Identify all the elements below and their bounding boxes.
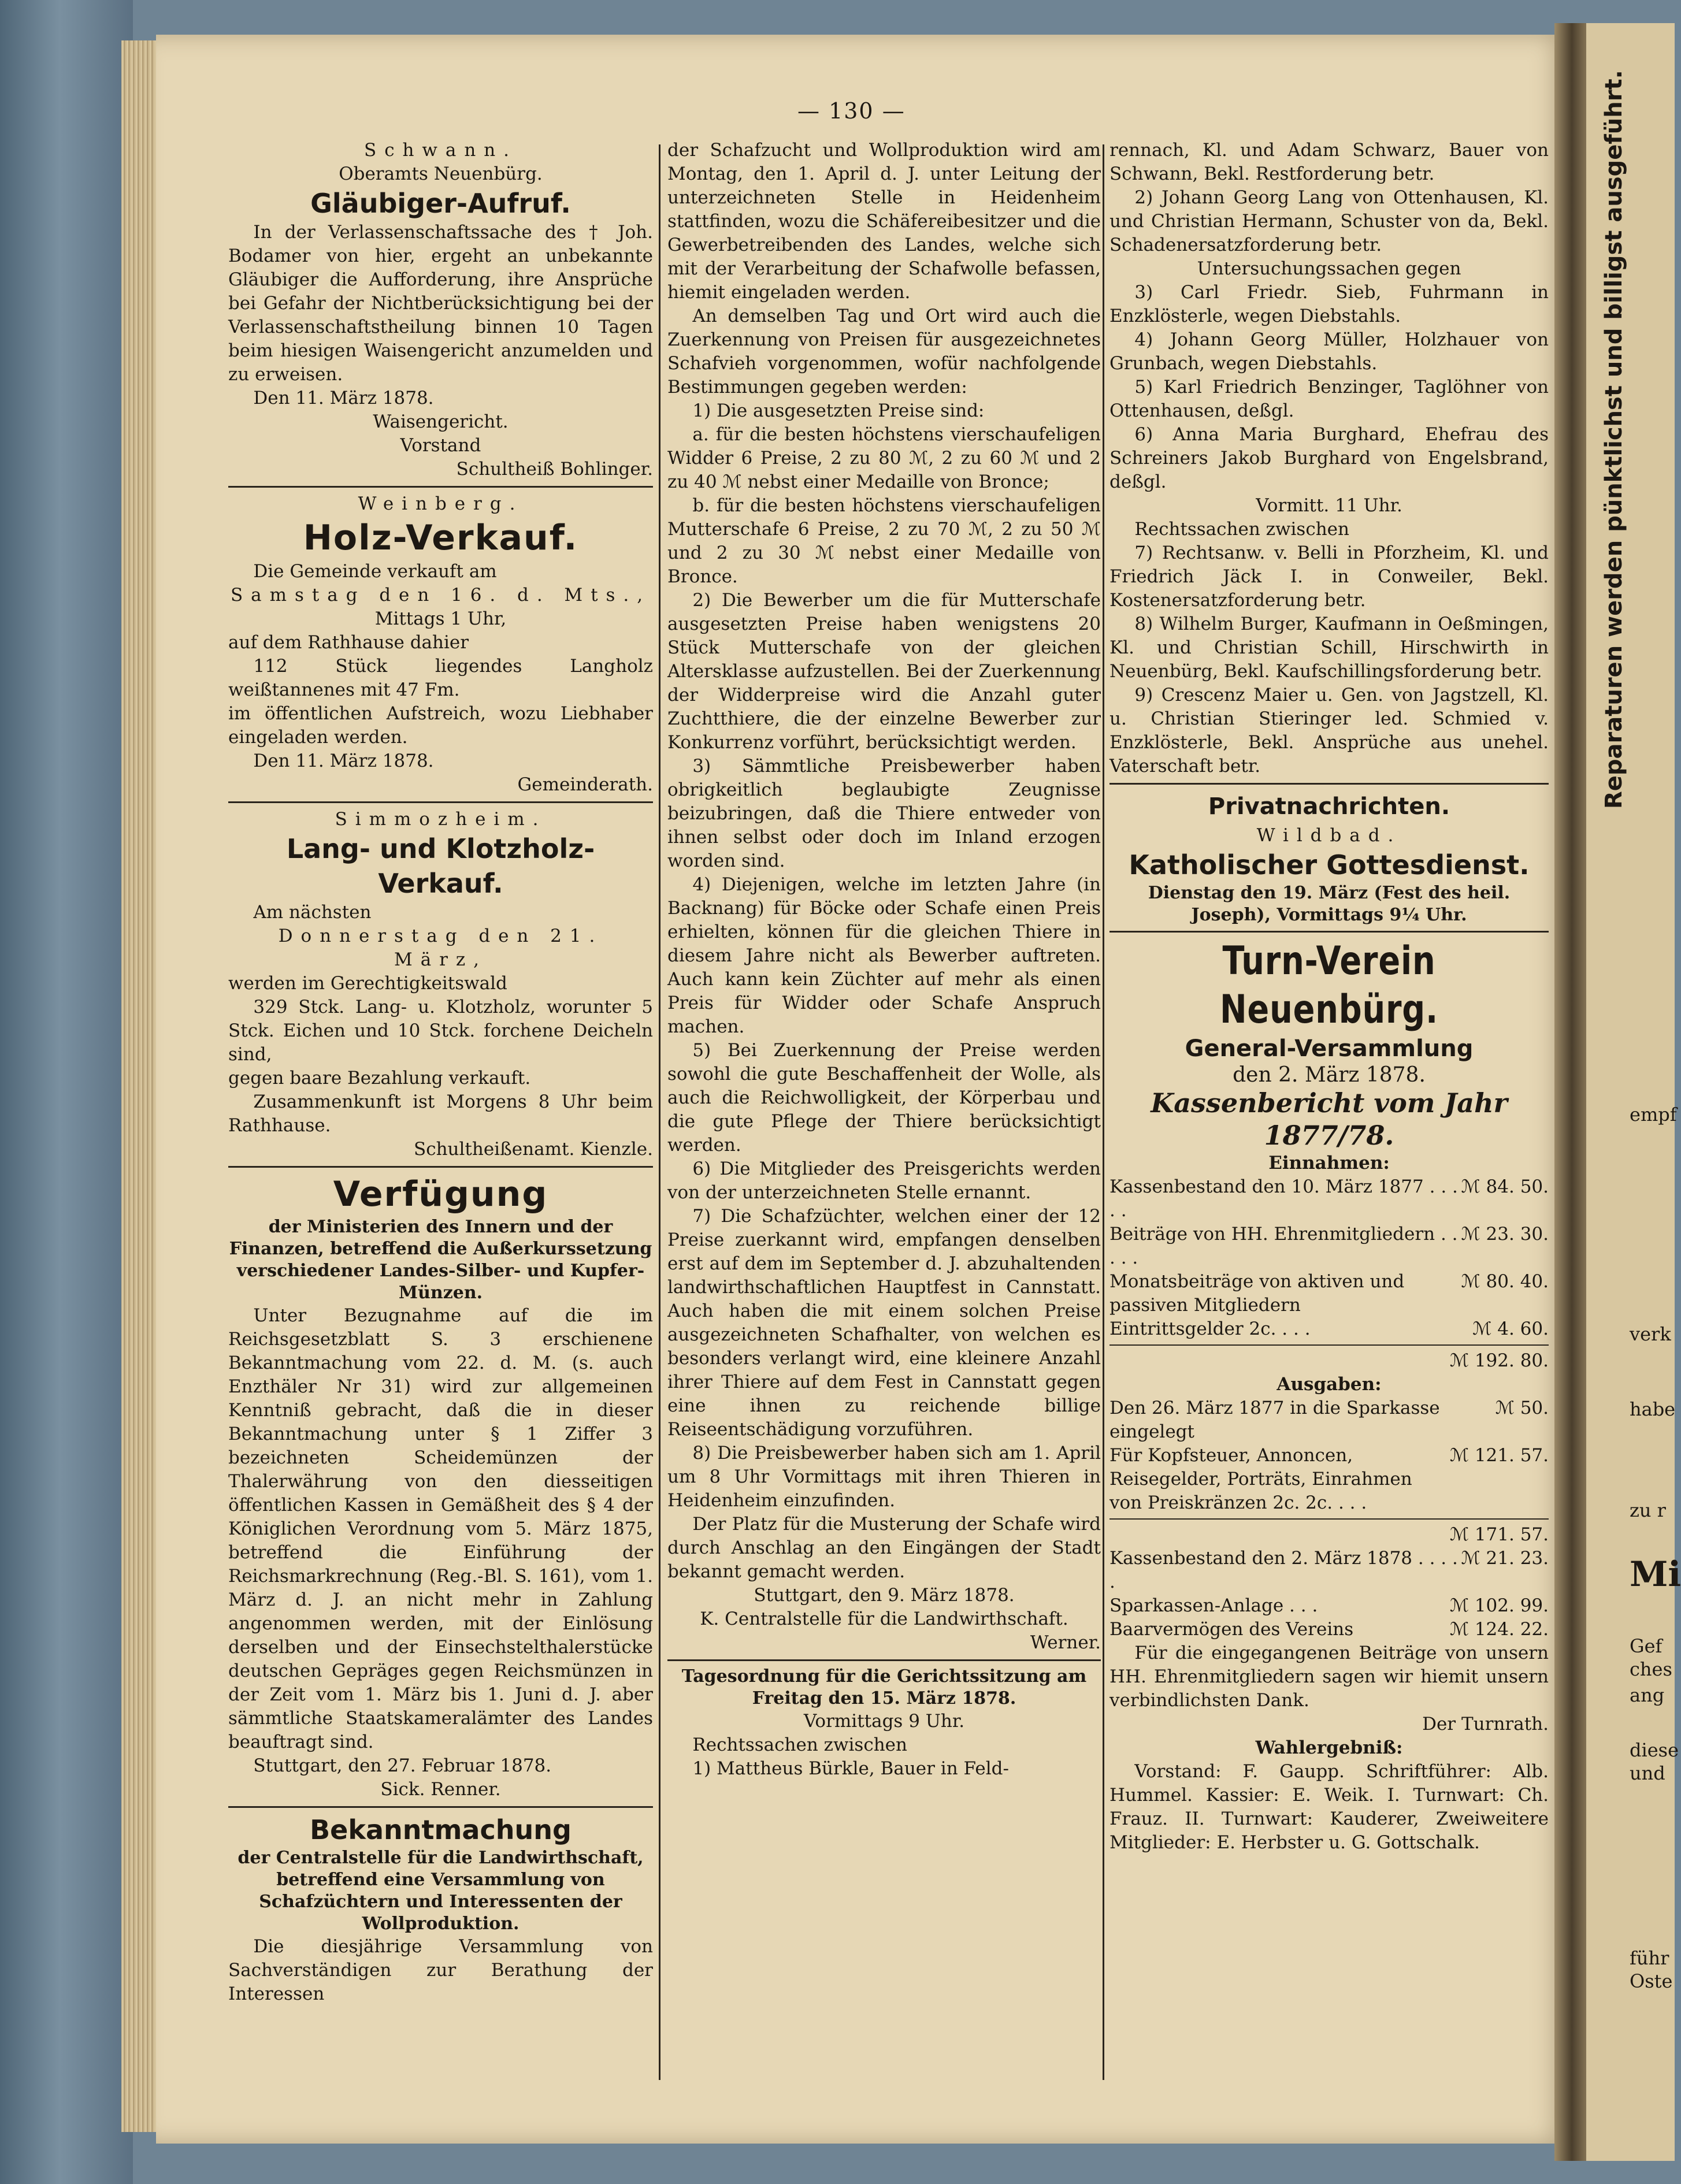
ledger-label: Kassenbestand den 10. März 1877 . . . . . — [1109, 1176, 1458, 1221]
text-fragment: diese — [1630, 1739, 1679, 1761]
ledger-row — [1109, 1175, 1549, 1223]
text-fragment: ches — [1630, 1658, 1672, 1680]
column-rule — [659, 144, 660, 2080]
agenda-subheading: Untersuchungssachen gegen — [1197, 258, 1461, 279]
notice-body: Für die eingegangenen Beiträge von unsern HH. Ehrenmitgliedern sagen wir hiemit unsern verbindlichsten Dank. — [1109, 1643, 1549, 1711]
place-name: Weinberg. — [358, 493, 524, 514]
text-fragment: verk — [1630, 1323, 1671, 1345]
notice-subtitle: der Ministerien des Innern und der Finanzen, betreffend die Außerkurssetzung verschiedener Landes-Silber- und Kupfer-Münzen. — [229, 1217, 652, 1303]
notice-weinberg — [228, 492, 653, 797]
ledger-row — [1109, 1317, 1549, 1341]
agenda-item: 2) Johann Georg Lang von Ottenhausen, Kl. und Christian Hermann, Schuster von da, Bekl. Schadenersatzforderung betr. — [1109, 187, 1549, 255]
column-2 — [667, 139, 1101, 1781]
ledger-row — [1109, 1444, 1549, 1515]
paragraph: 1) Die ausgesetzten Preise sind: — [692, 400, 985, 421]
text-fragment: ang — [1630, 1684, 1665, 1706]
notice-line: Mittags 1 Uhr, — [374, 608, 507, 629]
ledger-label: Monatsbeiträge von aktiven und passiven Mitgliedern — [1109, 1271, 1405, 1316]
paragraph: Der Platz für die Musterung der Schafe wird durch Anschlag an den Eingängen der Stadt bekannt gemacht werden. — [667, 1514, 1101, 1582]
ledger-total: ℳ 171. 57. — [1449, 1524, 1549, 1545]
agenda-item: rennach, Kl. und Adam Schwarz, Bauer von Schwann, Bekl. Restforderung betr. — [1109, 140, 1549, 184]
text-fragment: führ — [1630, 1947, 1669, 1969]
notice-date: Den 11. März 1878. — [253, 388, 434, 408]
ledger-amount: ℳ 23. 30. — [1461, 1224, 1549, 1245]
signature: Vorstand — [400, 435, 481, 456]
ledger-amount: ℳ 50. — [1495, 1398, 1549, 1418]
signature: Sick. Renner. — [380, 1779, 501, 1800]
paragraph: An demselben Tag und Ort wird auch die Zuerkennung von Preisen für ausgezeichnetes Schafvieh vorgenommen, wofür nachfolgende Bestimmungen gegeben werden: — [667, 306, 1101, 398]
paragraph: b. für die besten höchstens vierschaufeligen Mutterschafe 6 Preise, 2 zu 70 ℳ, 2 zu 50 ℳ und 2 zu 30 ℳ nebst einer Medaille von Bronce. — [667, 495, 1101, 587]
agenda-subheading: Rechtssachen zwischen — [1134, 519, 1349, 540]
text-fragment: habe — [1630, 1398, 1676, 1420]
ledger-row — [1109, 1594, 1549, 1618]
divider — [1109, 1344, 1549, 1346]
notice-date: den 2. März 1878. — [1233, 1063, 1426, 1087]
notice-title: Lang- und Klotzholz-Verkauf. — [286, 833, 595, 899]
column-3 — [1109, 139, 1549, 1855]
divider — [667, 1659, 1101, 1661]
text-fragment: und — [1630, 1762, 1665, 1784]
ledger-amount: ℳ 102. 99. — [1449, 1595, 1549, 1616]
agenda-item: 5) Karl Friedrich Benzinger, Taglöhner von Ottenhausen, deßgl. — [1109, 377, 1549, 421]
notice-line: Am nächsten — [253, 902, 372, 923]
signature: Werner. — [1030, 1632, 1101, 1653]
notice-title: Gläubiger-Aufruf. — [310, 188, 571, 219]
notice-schwann — [228, 139, 653, 481]
signature: Der Turnrath. — [1422, 1714, 1549, 1734]
signature: Schultheiß Bohlinger. — [456, 459, 653, 480]
page-number: — 130 — — [797, 98, 906, 124]
divider — [228, 1166, 653, 1168]
paragraph: 4) Diejenigen, welche im letzten Jahre (in Backnang) für Böcke oder Schafe einen Preis erhielten, können für die gleichen Thiere in diesem Jahre nicht als Bewerber auftreten. Auch kann kein Züchter auf mehr als einen Preis für Widder oder Schafe Anspruch machen. — [667, 874, 1101, 1037]
report-title: 1877/78. — [1264, 1120, 1394, 1151]
divider — [228, 486, 653, 488]
ledger-label: Für Kopfsteuer, Annoncen, Reisegelder, Porträts, Einrahmen von Preiskränzen 2c. 2c. . . . — [1109, 1445, 1412, 1513]
ledger-heading: Einnahmen: — [1268, 1153, 1390, 1173]
ledger-amount: ℳ 121. 57. — [1449, 1445, 1549, 1466]
notice-date: Stuttgart, den 9. März 1878. — [754, 1585, 1015, 1606]
notice-line: auf dem Rathhause dahier — [228, 632, 469, 653]
ledger-amount: ℳ 84. 50. — [1461, 1176, 1549, 1197]
text-fragment: zu r — [1630, 1499, 1666, 1521]
paragraph: 3) Sämmtliche Preisbewerber haben obrigkeitlich beglaubigte Zeugnisse beizubringen, daß die Thiere entweder von ihnen selbst oder doch im Inland erzogen worden sind. — [667, 756, 1101, 871]
notice-body: Unter Bezugnahme auf die im Reichsgesetzblatt S. 3 erschienene Bekanntmachung vom 22. d. M. (s. auch Enzthäler Nr 31) wird zur allgemeinen Kenntniß gebracht, daß die in dieser Bekanntmachung unter § 1 Ziffer 3 bezeichneten Scheidemünzen der Thalerwährung von den diesseitigen öffentlichen Kassen in Gemäßheit des § 4 der Königlichen Verordnung vom 5. März 1875, betreffend die Einführung der Reichsmarkrechnung (Reg.-Bl. S. 161), vom 1. März d. J. an nicht mehr in Zahlung angenommen werden, mit der Einlösung derselben und der Einsechstelthalerstücke deutschen Gepräges gegen Reichsmünzen in der Zeit vom 1. März bis 1. Juni d. J. aber sämmtliche Staatskameralämter des Landes beauftragt sind. — [228, 1305, 653, 1752]
report-title: Kassenbericht vom Jahr — [1151, 1087, 1508, 1119]
notice-date: Den 11. März 1878. — [253, 751, 434, 771]
ledger-label: Sparkassen-Anlage . . . — [1109, 1595, 1318, 1616]
notice-line: Donnerstag den 21. März, — [278, 926, 603, 970]
agenda-item: 9) Crescenz Maier u. Gen. von Jagstzell, Kl. u. Christian Stieringer led. Schmied v. Enzklösterle, Bekl. Ansprüche aus unehel. Vaterschaft betr. — [1109, 685, 1549, 777]
signature: Schultheißenamt. Kienzle. — [413, 1139, 653, 1160]
ledger-amount: ℳ 80. 40. — [1461, 1271, 1549, 1292]
notice-body: Die diesjährige Versammlung von Sachverständigen zur Berathung der Interessen — [228, 1936, 653, 2004]
text-fragment: Mi — [1630, 1554, 1681, 1595]
paragraph: a. für die besten höchstens vierschaufeligen Widder 6 Preise, 2 zu 80 ℳ, 2 zu 60 ℳ und 2 zu 40 ℳ nebst einer Medaille von Bronce; — [667, 424, 1101, 492]
place-name: Schwann. — [364, 140, 517, 161]
notice-line: Zusammenkunft ist Morgens 8 Uhr beim Rathhause. — [228, 1091, 653, 1136]
notice-line: im öffentlichen Aufstreich, wozu Liebhaber eingeladen werden. — [228, 703, 653, 748]
divider — [228, 1806, 653, 1808]
agenda-item: 1) Mattheus Bürkle, Bauer in Feld- — [692, 1758, 1009, 1779]
notice-title: Verfügung — [333, 1174, 548, 1214]
agenda-time: Vormittags 9 Uhr. — [803, 1711, 965, 1732]
ledger-label: Baarvermögen des Vereins — [1109, 1619, 1354, 1640]
text-fragment: Gef — [1630, 1635, 1663, 1657]
notice-subtitle: der Centralstelle für die Landwirthschaft, betreffend eine Versammlung von Schafzüchtern und Interessenten der Wollproduktion. — [238, 1848, 644, 1934]
paragraph: 8) Die Preisbewerber haben sich am 1. April um 8 Uhr Vormittags mit ihren Thieren in Heidenheim einzufinden. — [667, 1443, 1101, 1511]
notice-line: gegen baare Bezahlung verkauft. — [228, 1068, 531, 1089]
notice-title: Katholischer Gottesdienst. — [1129, 849, 1530, 881]
divider — [228, 801, 653, 803]
vertical-advert-text: Reparaturen werden pünktlichst und billigst ausgeführt. — [1601, 70, 1627, 809]
notice-line: 112 Stück liegendes Langholz weißtannenes mit 47 Fm. — [228, 656, 653, 700]
notice-line: Die Gemeinde verkauft am — [253, 561, 497, 582]
place-name: Simmozheim. — [335, 809, 547, 830]
notice-title: Bekanntmachung — [310, 1814, 572, 1845]
agenda-subheading: Rechtssachen zwischen — [692, 1734, 907, 1755]
notice-line: werden im Gerechtigkeitswald — [228, 973, 507, 994]
agenda-item: 3) Carl Friedr. Sieb, Fuhrmann in Enzklösterle, wegen Diebstahls. — [1109, 282, 1549, 326]
signature: Gemeinderath. — [517, 774, 653, 795]
notice-body: Vorstand: F. Gaupp. Schriftführer: Alb. Hummel. Kassier: E. Weik. I. Turnwart: Ch. Frauz. II. Turnwart: Kauderer, Zweiweitere Mitglieder: E. Herbster u. G. Gottschalk. — [1109, 1761, 1549, 1853]
paragraph: der Schafzucht und Wollproduktion wird am Montag, den 1. April d. J. unter Leitung der unterzeichneten Stelle in Heidenheim stattfinden, wozu die Schäfereibesitzer und die Gewerbetreibenden des Landes, welche sich mit der Verarbeitung der Schafwolle befassen, hiemit eingeladen werden. — [667, 140, 1101, 303]
ledger-row — [1109, 1547, 1549, 1594]
ledger-row — [1109, 1396, 1549, 1444]
signature: Waisengericht. — [373, 411, 509, 432]
ledger-row — [1109, 1618, 1549, 1641]
agenda-title: Tagesordnung für die Gerichtssitzung am Freitag den 15. März 1878. — [681, 1666, 1087, 1708]
book-gutter — [1554, 23, 1589, 2161]
notice-verfuegung — [228, 1172, 653, 1802]
place-name: Wildbad. — [1256, 825, 1402, 846]
notice-bekanntmachung — [228, 1812, 653, 2006]
vertical-advert — [1601, 70, 1647, 809]
divider — [1109, 931, 1549, 933]
district-name: Oberamts Neuenbürg. — [339, 164, 543, 184]
agenda-item: 7) Rechtsanw. v. Belli in Pforzheim, Kl. und Friedrich Jäck I. in Conweiler, Bekl. Kostenersatzforderung betr. — [1109, 543, 1549, 611]
paragraph: 6) Die Mitglieder des Preisgerichts werden von der unterzeichneten Stelle ernannt. — [667, 1158, 1101, 1203]
notice-title: Holz-Verkauf. — [303, 518, 578, 558]
ledger-row — [1109, 1223, 1549, 1270]
notice-body: In der Verlassenschaftssache des † Joh. Bodamer von hier, ergeht an unbekannte Gläubiger die Aufforderung, ihre Ansprüche bei Gefahr der Nichtberücksichtigung bei der Verlassenschaftstheilung binnen 10 Tagen beim hiesigen Waisengericht anzumelden und zu erweisen. — [228, 222, 653, 385]
agenda-time: Vormitt. 11 Uhr. — [1256, 495, 1402, 516]
notice-line: 329 Stck. Lang- u. Klotzholz, worunter 5 Stck. Eichen und 10 Stck. forchene Deicheln sind, — [228, 997, 653, 1065]
section-heading: Privatnachrichten. — [1208, 793, 1450, 820]
divider — [1109, 783, 1549, 785]
notice-line: Samstag den 16. d. Mts., — [231, 585, 651, 606]
column-rule — [1103, 144, 1104, 2080]
ledger-amount: ℳ 124. 22. — [1449, 1619, 1549, 1640]
ledger-total: ℳ 192. 80. — [1449, 1350, 1549, 1371]
signature: K. Centralstelle für die Landwirthschaft. — [700, 1609, 1068, 1629]
text-fragment: empf — [1630, 1104, 1677, 1126]
text-fragment: Oste — [1630, 1970, 1673, 1992]
notice-simmozheim — [228, 808, 653, 1161]
ledger-amount: ℳ 21. 23. — [1461, 1548, 1549, 1569]
ledger-label: Den 26. März 1877 in die Sparkasse eingelegt — [1109, 1398, 1440, 1442]
agenda-item: 4) Johann Georg Müller, Holzhauer von Grunbach, wegen Diebstahls. — [1109, 329, 1549, 374]
ledger-heading: Ausgaben: — [1276, 1374, 1382, 1395]
agenda-item: 8) Wilhelm Burger, Kaufmann in Oeßmingen, Kl. und Christian Schill, Hirschwirth in Neuenbürg, Bekl. Kaufschillingsforderung betr. — [1109, 614, 1549, 682]
notice-title: Turn-Verein Neuenbürg. — [1219, 938, 1439, 1032]
ledger-label: Eintrittsgelder 2c. . . . — [1109, 1318, 1311, 1339]
ledger-row — [1109, 1270, 1549, 1317]
book-binding — [0, 0, 133, 2184]
paragraph: 2) Die Bewerber um die für Mutterschafe ausgesetzten Preise haben wenigstens 20 Stück Mutterschafe von der gleichen Altersklasse aufzustellen. Bei der Zuerkennung der Widderpreise wird die Anzahl guter Zuchtthiere, die der einzelne Bewerber zur Konkurrenz vorführt, berücksichtigt werden. — [667, 590, 1101, 753]
notice-subtitle: General-Versammlung — [1185, 1035, 1474, 1062]
ledger-label: Kassenbestand den 2. März 1878 . . . . . — [1109, 1548, 1458, 1592]
column-1 — [228, 139, 653, 2006]
notice-body: Dienstag den 19. März (Fest des heil. Joseph), Vormittags 9¼ Uhr. — [1148, 883, 1511, 925]
ledger-amount: ℳ 4. 60. — [1472, 1318, 1549, 1339]
ledger-label: Beiträge von HH. Ehrenmitgliedern . . . . . — [1109, 1224, 1458, 1268]
agenda-item: 6) Anna Maria Burghard, Ehefrau des Schreiners Jakob Burghard von Engelsbrand, deßgl. — [1109, 424, 1549, 492]
paragraph: 5) Bei Zuerkennung der Preise werden sowohl die gute Beschaffenheit der Wolle, als auch die Reichwolligkeit, der Körperbau und die gute Pflege der Thiere berücksichtigt werden. — [667, 1040, 1101, 1156]
paragraph: 7) Die Schafzüchter, welchen einer der 12 Preise zuerkannt wird, empfangen denselben erst auf dem im September d. J. abzuhaltenden landwirthschaftlichen Hauptfest in Cannstatt. Auch haben die mit einem solchen Preise ausgezeichneten Schafhalter, von welchen es besonders verlangt wird, eine kleinere Anzahl ihrer Thiere auf dem Fest in Cannstatt gegen eine ihnen zu reichende billige Reiseentschädigung vorzuführen. — [667, 1206, 1101, 1440]
ledger-heading: Wahlergebniß: — [1255, 1737, 1403, 1758]
notice-date: Stuttgart, den 27. Februar 1878. — [253, 1755, 552, 1776]
divider — [1109, 1518, 1549, 1520]
